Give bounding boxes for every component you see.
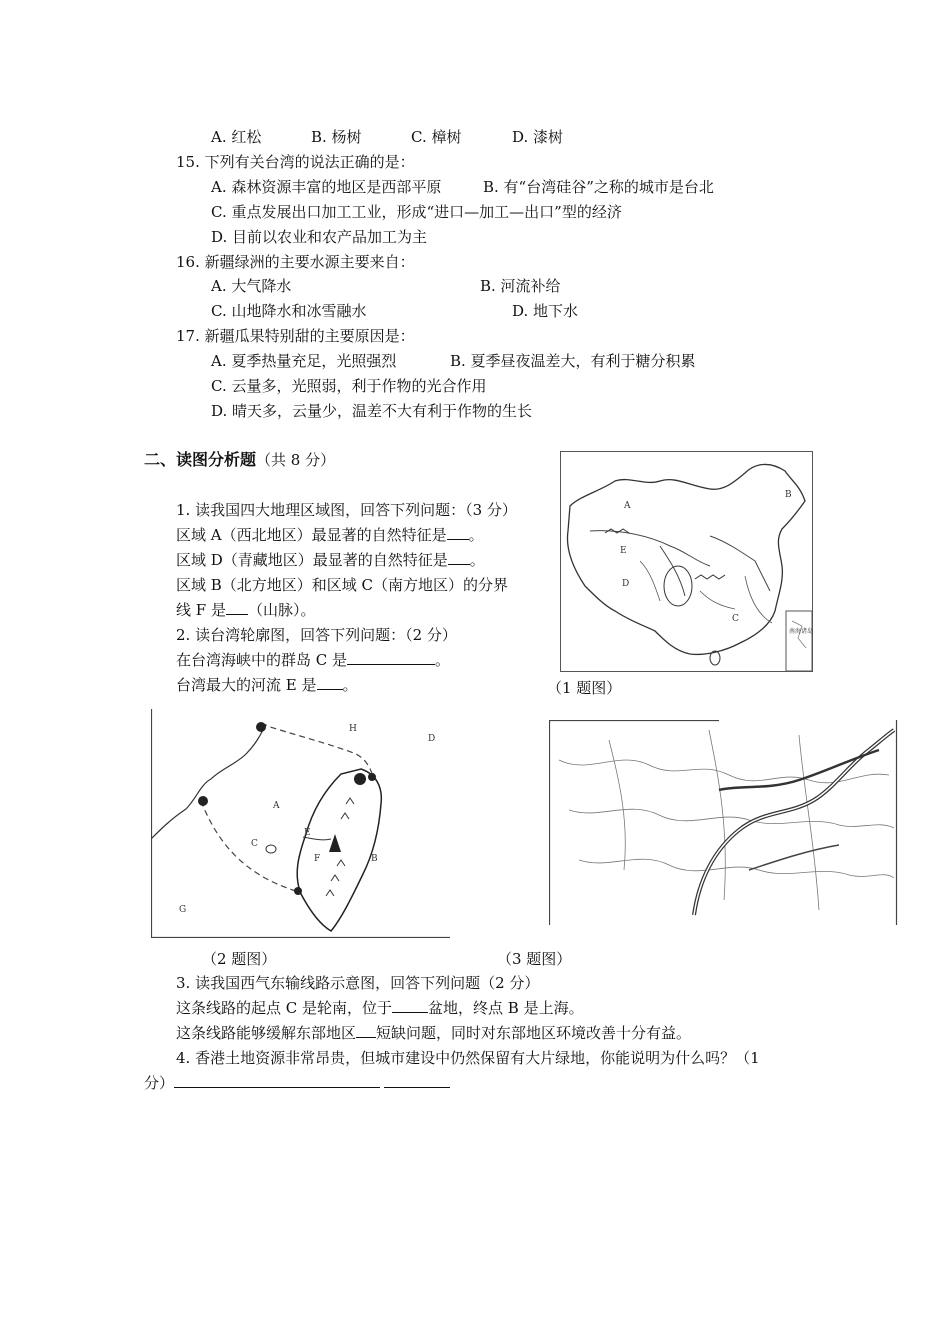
map1-label-e: E: [620, 546, 627, 556]
map2-label-h: H: [349, 724, 357, 734]
q17-option-a: A. 夏季热量充足，光照强烈: [211, 352, 397, 370]
p1-line1-end: 。: [468, 526, 484, 544]
section-title: 二、读图分析题: [144, 450, 257, 469]
answer-blank-q4-part1[interactable]: [174, 1073, 380, 1088]
china-regions-map: [560, 451, 813, 672]
q17-option-b: B. 夏季昼夜温差大，有利于糖分积累: [450, 352, 696, 370]
q14-option-b: B. 杨树: [311, 128, 362, 146]
q14-option-a: A. 红松: [211, 128, 262, 146]
map2-label-d: D: [428, 734, 436, 744]
q17-option-c: C. 云量多，光照弱，利于作物的光合作用: [211, 377, 487, 395]
q16-option-c: C. 山地降水和冰雪融水: [211, 302, 367, 320]
map2-label-g: G: [179, 905, 187, 915]
answer-blank-river[interactable]: [317, 675, 343, 690]
p3-line1: [176, 998, 584, 1018]
q17-option-d: D. 晴天多，云量少，温差不大有利于作物的生长: [211, 402, 533, 420]
p1-stem: 1. 读我国四大地理区域图，回答下列问题：（3 分）: [176, 501, 517, 519]
p3-line1-end: 盆地，终点 B 是上海。: [428, 999, 584, 1017]
q15-option-c: C. 重点发展出口加工工业，形成“进口—加工—出口”型的经济: [211, 203, 622, 221]
p1-line2-end: 。: [469, 551, 485, 569]
answer-blank-f[interactable]: [226, 600, 248, 615]
map2-label-f: F: [314, 854, 321, 864]
map1-label-a: A: [624, 501, 631, 511]
p2-stem: 2. 读台湾轮廓图，回答下列问题：（2 分）: [176, 626, 457, 644]
p1-line4: [176, 600, 315, 620]
p1-line1: [176, 525, 484, 545]
map2-label-b: B: [371, 854, 378, 864]
p4-line1: 4. 香港土地资源非常昂贵，但城市建设中仍然保留有大片绿地，你能说明为什么吗？（1: [176, 1049, 760, 1067]
p1-line4-text: 线 F 是: [176, 601, 226, 619]
answer-blank-d[interactable]: [448, 550, 470, 565]
p1-line2: [176, 550, 485, 570]
figure3-caption: （3 题图）: [497, 950, 572, 968]
figure2-caption: （2 题图）: [202, 950, 277, 968]
p2-line1: [176, 650, 450, 670]
p1-line4-end: （山脉）。: [247, 601, 316, 619]
p3-line2-text: 这条线路能够缓解东部地区: [176, 1024, 357, 1042]
p2-line2-text: 台湾最大的河流 E 是: [176, 676, 317, 694]
p2-line1-text: 在台湾海峡中的群岛 C 是: [176, 651, 348, 669]
map2-label-e: E: [304, 828, 311, 838]
map1-label-c: C: [732, 614, 739, 624]
q16-option-b: B. 河流补给: [480, 277, 561, 295]
q14-option-d: D. 漆树: [512, 128, 564, 146]
map2-label-c: C: [251, 839, 258, 849]
p2-line2: [176, 675, 358, 695]
taiwan-map: [151, 709, 450, 938]
q15-option-d: D. 目前以农业和农产品加工为主: [211, 228, 428, 246]
answer-blank-q4-part2[interactable]: [384, 1073, 450, 1088]
q17-stem: 17. 新疆瓜果特别甜的主要原因是：: [176, 327, 415, 345]
gas-pipeline-map: [549, 720, 898, 925]
q15-option-b: B. 有“台湾硅谷”之称的城市是台北: [483, 178, 714, 196]
p4-line2-text: 分）: [144, 1074, 175, 1092]
q16-option-a: A. 大气降水: [211, 277, 292, 295]
p2-line2-end: 。: [342, 676, 358, 694]
map2-label-a: A: [273, 801, 280, 811]
p4-line2: [144, 1073, 450, 1093]
map1-inset-label: 南海诸岛: [789, 628, 813, 635]
answer-blank-a[interactable]: [447, 525, 469, 540]
map1-label-d: D: [622, 579, 630, 589]
p1-line2-text: 区域 D（青藏地区）最显著的自然特征是: [176, 551, 448, 569]
p3-line1-text: 这条线路的起点 C 是轮南，位于: [176, 999, 393, 1017]
q15-option-a: A. 森林资源丰富的地区是西部平原: [211, 178, 442, 196]
answer-blank-islands[interactable]: [347, 650, 435, 665]
answer-blank-shortage[interactable]: [356, 1023, 376, 1038]
section-heading: [144, 450, 335, 470]
q16-option-d: D. 地下水: [512, 302, 579, 320]
p2-line1-end: 。: [435, 651, 451, 669]
p3-line2: [176, 1023, 691, 1043]
q15-stem: 15. 下列有关台湾的说法正确的是：: [176, 153, 415, 171]
figure1-caption: （1 题图）: [547, 679, 622, 697]
map1-label-b: B: [785, 490, 792, 500]
q14-option-c: C. 樟树: [411, 128, 462, 146]
section-points: （共 8 分）: [256, 451, 336, 469]
q16-stem: 16. 新疆绿洲的主要水源主要来自：: [176, 253, 415, 271]
p1-line1-text: 区域 A（西北地区）最显著的自然特征是: [176, 526, 447, 544]
p3-stem: 3. 读我国西气东输线路示意图，回答下列问题（2 分）: [176, 974, 540, 992]
answer-blank-basin[interactable]: [392, 998, 428, 1013]
p1-line3: 区域 B（北方地区）和区域 C（南方地区）的分界: [176, 576, 509, 594]
p3-line2-end: 短缺问题，同时对东部地区环境改善十分有益。: [376, 1024, 692, 1042]
